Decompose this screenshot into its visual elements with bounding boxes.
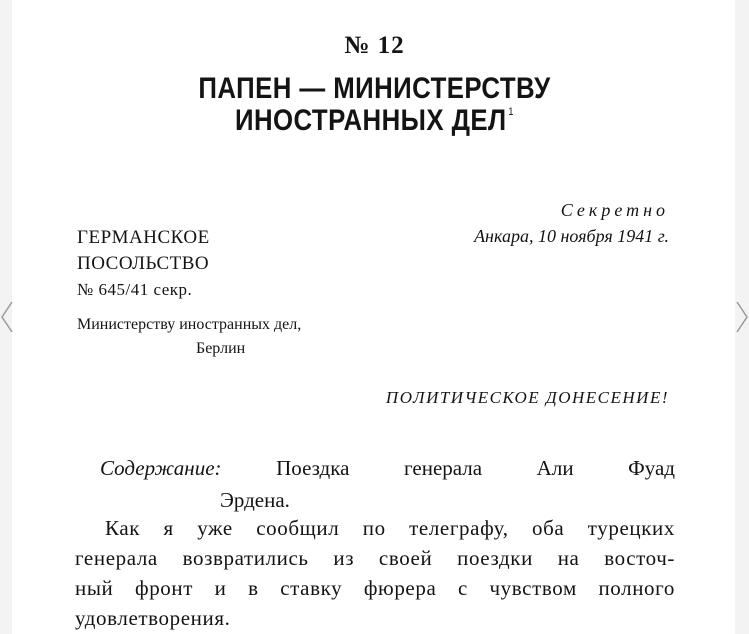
- paragraph-word: я: [163, 516, 174, 540]
- paragraph-word: оба: [532, 516, 565, 540]
- content-word: Фуад: [628, 456, 675, 480]
- embassy-name-line-1: ГЕРМАНСКОЕ: [77, 227, 210, 248]
- paragraph-word: удовлетворения.: [75, 606, 231, 630]
- paragraph-word: генерала: [75, 546, 158, 570]
- addressee: Министерству иностранных дел,: [77, 316, 302, 333]
- paragraph-word: поездки: [457, 546, 533, 570]
- paragraph-word: в: [248, 576, 259, 600]
- paragraph-word: возвратились: [182, 546, 309, 570]
- paragraph-word: полного: [598, 576, 675, 600]
- document-number: № 12: [344, 32, 405, 59]
- content-summary-line-1: [100, 456, 675, 481]
- paragraph-word: своей: [378, 546, 433, 570]
- document-title-line-1: ПАПЕН — МИНИСТЕРСТВУ: [198, 72, 551, 105]
- paragraph-word: ный: [75, 576, 114, 600]
- embassy-reference: № 645/41 секр.: [77, 280, 193, 299]
- chevron-left-icon: [0, 300, 14, 334]
- addressee-city: Берлин: [196, 340, 246, 357]
- paragraph-word: на: [557, 546, 580, 570]
- classification-label: Секретно: [560, 200, 669, 220]
- content-word: Поездка: [276, 456, 350, 480]
- paragraph-word: телеграфу,: [409, 516, 509, 540]
- content-word: Али: [536, 456, 574, 480]
- paragraph-word: восточ-: [604, 546, 675, 570]
- paragraph-word: из: [333, 546, 355, 570]
- embassy-name-line-2: ПОСОЛЬСТВО: [77, 253, 210, 274]
- paragraph-word: фронт: [135, 576, 194, 600]
- report-type: ПОЛИТИЧЕСКОЕ ДОНЕСЕНИЕ!: [385, 388, 669, 407]
- paragraph-word: ставку: [280, 576, 343, 600]
- paragraph-word: с: [457, 576, 468, 600]
- content-label: Содержание:: [100, 456, 222, 480]
- paragraph-word: фюрера: [363, 576, 437, 600]
- document-title-line-2: [52, 104, 696, 138]
- content-word: генерала: [404, 456, 483, 480]
- footnote-mark: 1: [508, 106, 515, 118]
- paragraph-line-1: [105, 516, 675, 541]
- paragraph-word: турецких: [587, 516, 675, 540]
- next-page-button[interactable]: [735, 300, 749, 334]
- paragraph-line-2: [75, 546, 675, 571]
- paragraph-line-4: [75, 606, 675, 631]
- paragraph-word: Как: [105, 516, 141, 540]
- paragraph-word: и: [214, 576, 227, 600]
- paragraph-word: чувством: [489, 576, 577, 600]
- paragraph-line-3: [75, 576, 675, 601]
- chevron-right-icon: [735, 300, 749, 334]
- paragraph-word: по: [362, 516, 386, 540]
- place-date: Анкара, 10 ноября 1941 г.: [474, 226, 669, 246]
- paragraph-word: уже: [197, 516, 233, 540]
- content-summary-line-2: Эрдена.: [220, 488, 290, 512]
- document-title-text: ИНОСТРАННЫХ ДЕЛ: [234, 104, 507, 137]
- previous-page-button[interactable]: [0, 300, 14, 334]
- paragraph-word: сообщил: [256, 516, 340, 540]
